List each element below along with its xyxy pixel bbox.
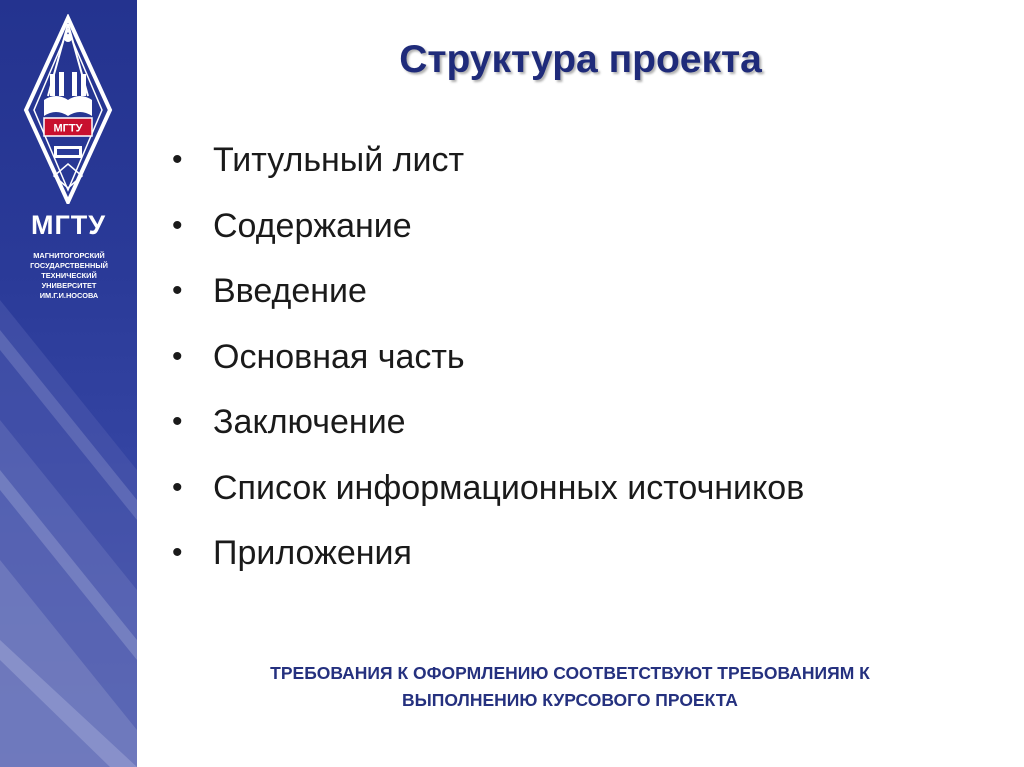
- list-item-text: Список информационных источников: [213, 468, 805, 507]
- emblem-label: МГТУ: [53, 122, 83, 135]
- university-line: ТЕХНИЧЕСКИЙ: [41, 271, 97, 280]
- bullet-icon: •: [172, 405, 183, 438]
- bullet-icon: •: [172, 274, 183, 307]
- bullet-icon: •: [172, 143, 183, 176]
- list-item: [172, 465, 992, 531]
- bullet-icon: •: [172, 470, 183, 504]
- list-item-text: Титульный лист: [213, 141, 465, 179]
- list-item: [172, 530, 992, 596]
- bullet-icon: •: [172, 339, 183, 373]
- list-item: [172, 268, 992, 334]
- university-line: ГОСУДАРСТВЕННЫЙ: [30, 261, 108, 270]
- brand-name: МГТУ: [30, 210, 107, 240]
- note-line: ВЫПОЛНЕНИЮ КУРСОВОГО ПРОЕКТА: [402, 690, 738, 710]
- bullet-icon: •: [172, 208, 183, 242]
- structure-list: [172, 137, 992, 596]
- bullet-icon: •: [172, 536, 183, 569]
- list-item-text: Введение: [213, 272, 367, 310]
- requirements-note: [170, 660, 970, 714]
- university-line: МАГНИТОГОРСКИЙ: [33, 251, 105, 260]
- university-line: ИМ.Г.И.НОСОВА: [39, 291, 99, 300]
- university-emblem-icon: [22, 14, 114, 204]
- list-item-text: Заключение: [213, 403, 406, 441]
- note-line: ТРЕБОВАНИЯ К ОФОРМЛЕНИЮ СООТВЕТСТВУЮТ ТРЕБОВАНИЯМ К: [270, 663, 870, 683]
- list-item: [172, 334, 992, 400]
- university-name: [16, 251, 122, 301]
- university-line: УНИВЕРСИТЕТ: [41, 281, 97, 290]
- list-item-text: Приложения: [213, 534, 412, 572]
- list-item: [172, 203, 992, 269]
- list-item-text: Основная часть: [213, 337, 465, 376]
- list-item: [172, 137, 992, 203]
- slide-title: Структура проекта: [399, 38, 762, 81]
- list-item: [172, 399, 992, 465]
- list-item-text: Содержание: [213, 206, 412, 245]
- sidebar-band: [0, 0, 137, 767]
